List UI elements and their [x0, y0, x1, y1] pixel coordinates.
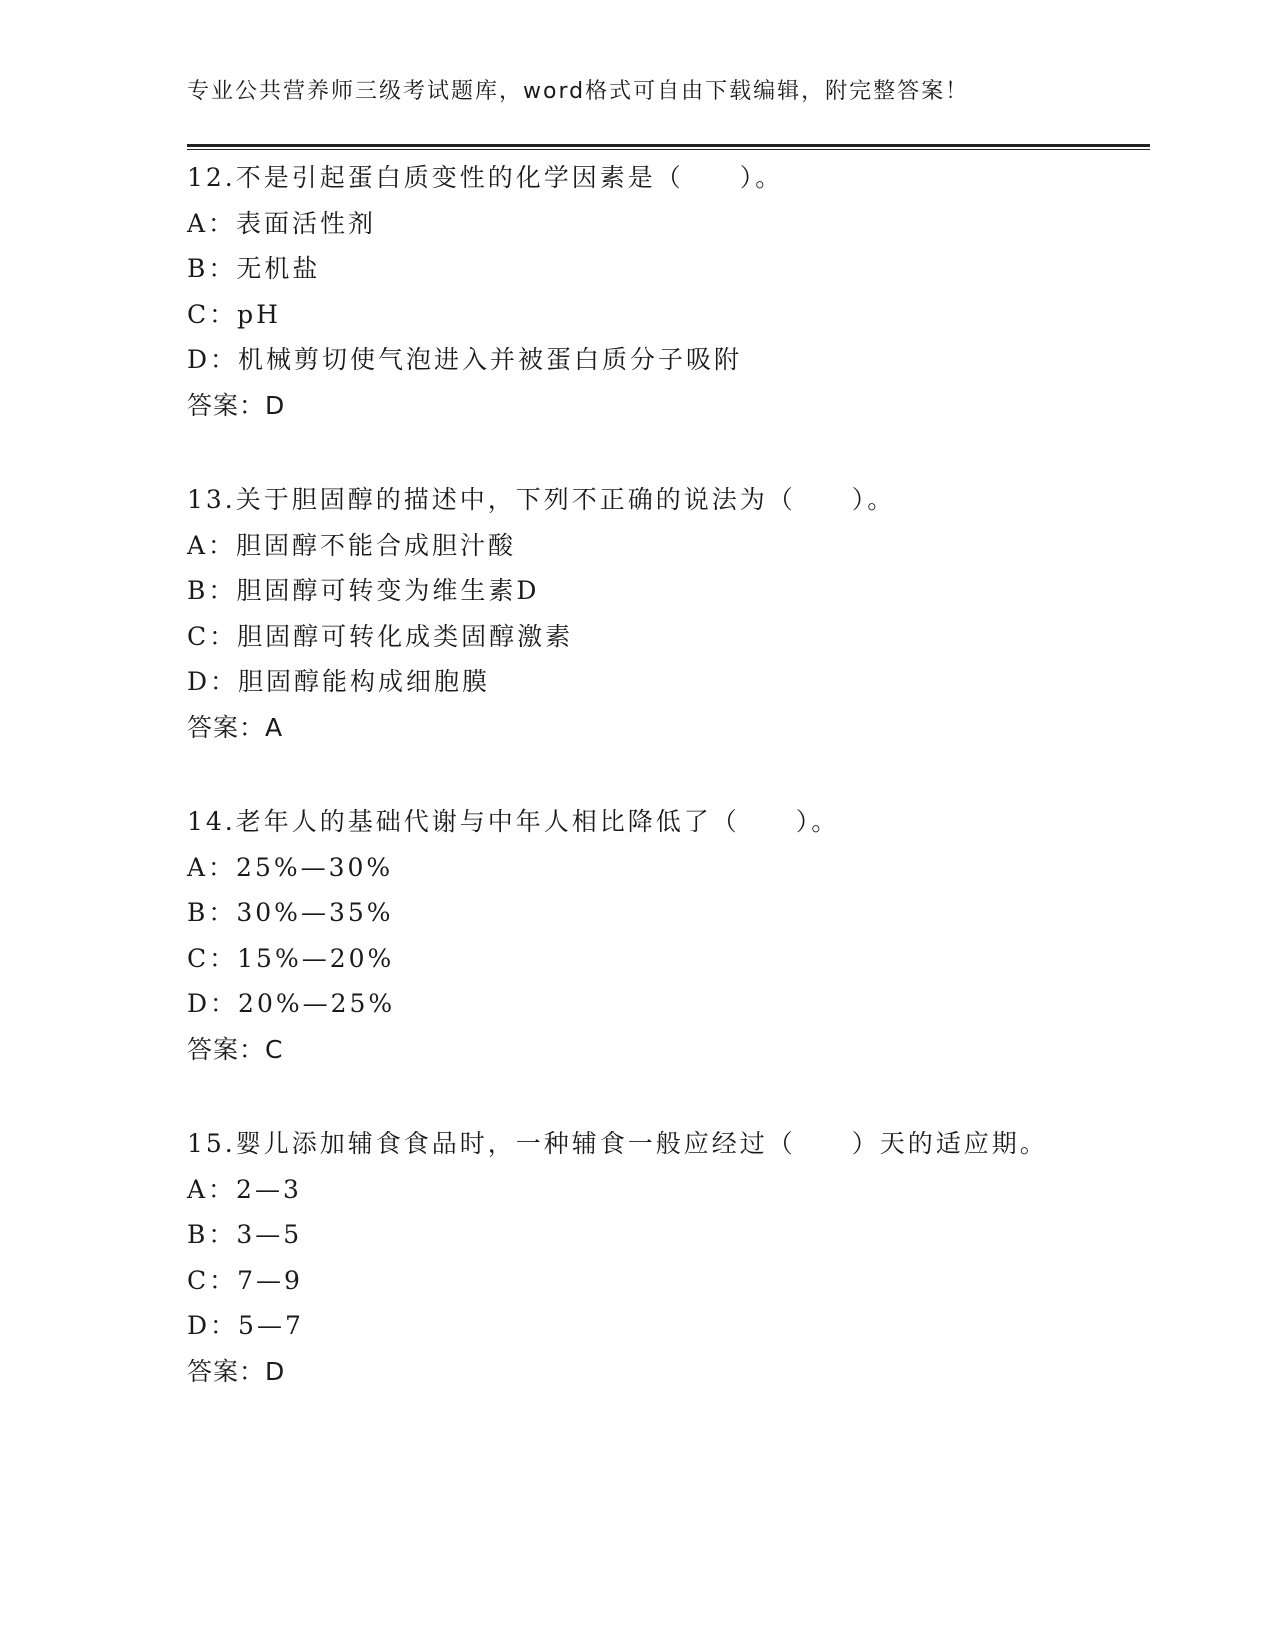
option-d: D：机械剪切使气泡进入并被蛋白质分子吸附	[187, 345, 743, 374]
answer-line: 答案：D	[187, 1356, 286, 1386]
option-b: B：30%—35%	[187, 898, 394, 927]
option-c: C：pH	[187, 299, 281, 329]
question-block	[187, 799, 1147, 1072]
question-stem: 12.不是引起蛋白质变性的化学因素是（ ）。	[187, 163, 784, 192]
answer-line: 答案：A	[187, 712, 284, 742]
option-d: D：5—7	[187, 1311, 304, 1340]
option-a: A：2—3	[187, 1174, 302, 1204]
question-stem: 14.老年人的基础代谢与中年人相比降低了（ ）。	[187, 807, 840, 836]
question-block	[187, 477, 1147, 750]
option-b: B：3—5	[187, 1220, 303, 1249]
answer-line: 答案：D	[187, 390, 286, 420]
option-a: A：25%—30%	[187, 852, 394, 882]
option-a: A：表面活性剂	[187, 208, 377, 238]
question-block	[187, 155, 1147, 428]
question-stem: 13.关于胆固醇的描述中，下列不正确的说法为（ ）。	[187, 485, 896, 514]
option-d: D：胆固醇能构成细胞膜	[187, 667, 491, 696]
option-c: C：胆固醇可转化成类固醇激素	[187, 621, 574, 651]
question-block	[187, 1121, 1147, 1394]
option-c: C：15%—20%	[187, 943, 395, 973]
option-c: C：7—9	[187, 1265, 303, 1295]
page-header: 专业公共营养师三级考试题库，word格式可自由下载编辑，附完整答案！	[187, 79, 970, 104]
option-a: A：胆固醇不能合成胆汁酸	[187, 530, 517, 560]
option-b: B：胆固醇可转变为维生素D	[187, 576, 540, 605]
header-divider	[187, 144, 1150, 150]
answer-line: 答案：C	[187, 1034, 284, 1064]
question-stem: 15.婴儿添加辅食食品时，一种辅食一般应经过（ ）天的适应期。	[187, 1129, 1048, 1158]
option-d: D：20%—25%	[187, 989, 396, 1018]
option-b: B：无机盐	[187, 254, 321, 283]
